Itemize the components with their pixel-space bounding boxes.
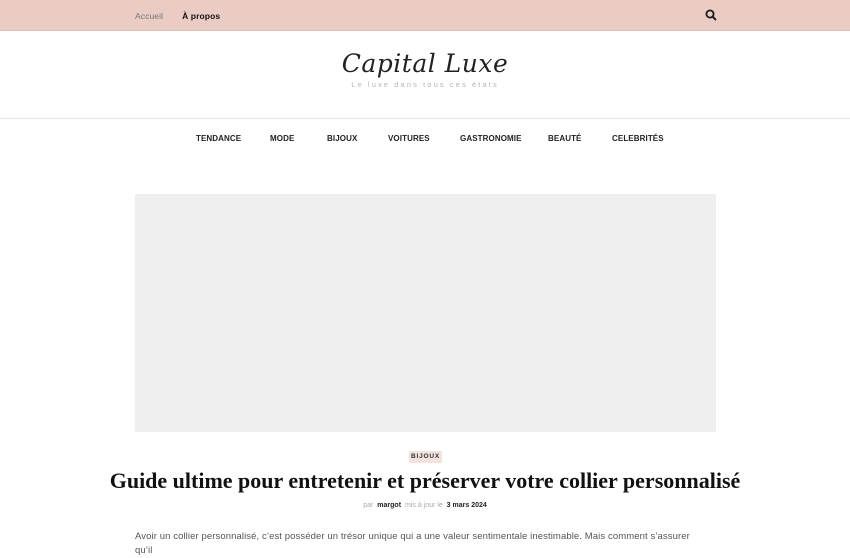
category-badge[interactable]: BIJOUX bbox=[409, 451, 442, 463]
meta-updated-label: mis à jour le bbox=[404, 502, 443, 509]
nav-item-celebrites[interactable]: CELEBRITÉS bbox=[612, 134, 664, 143]
top-nav-about-link[interactable]: À propos bbox=[182, 10, 221, 21]
nav-item-voitures[interactable]: VOITURES bbox=[388, 134, 430, 143]
nav-item-beaute[interactable]: BEAUTÉ bbox=[548, 134, 582, 143]
site-tagline: Le luxe dans tous ces états bbox=[351, 80, 499, 89]
top-bar bbox=[0, 0, 850, 31]
site-logo[interactable]: Capital Luxe bbox=[341, 49, 509, 78]
article-intro: Avoir un collier personnalisé, c’est posséder un trésor unique qui a une valeur sentimentale inestimable. Mais comment s’assurer qu’il bbox=[135, 531, 690, 556]
featured-image bbox=[135, 194, 716, 432]
site-header bbox=[0, 31, 850, 119]
main-nav bbox=[0, 120, 850, 158]
top-nav-home-link[interactable]: Accueil bbox=[135, 10, 164, 21]
article-date: 3 mars 2024 bbox=[446, 502, 487, 509]
nav-item-gastronomie[interactable]: GASTRONOMIE bbox=[460, 134, 522, 143]
nav-item-mode[interactable]: MODE bbox=[270, 134, 295, 143]
article-meta bbox=[0, 502, 850, 509]
author-link[interactable]: margot bbox=[377, 502, 402, 509]
article-title: Guide ultime pour entretenir et préserver votre collier personnalisé bbox=[109, 468, 741, 493]
nav-item-bijoux[interactable]: BIJOUX bbox=[327, 134, 358, 143]
search-icon[interactable] bbox=[704, 8, 718, 22]
meta-by-label: par bbox=[363, 502, 374, 509]
top-nav bbox=[135, 0, 239, 31]
nav-item-tendance[interactable]: TENDANCE bbox=[196, 134, 242, 143]
